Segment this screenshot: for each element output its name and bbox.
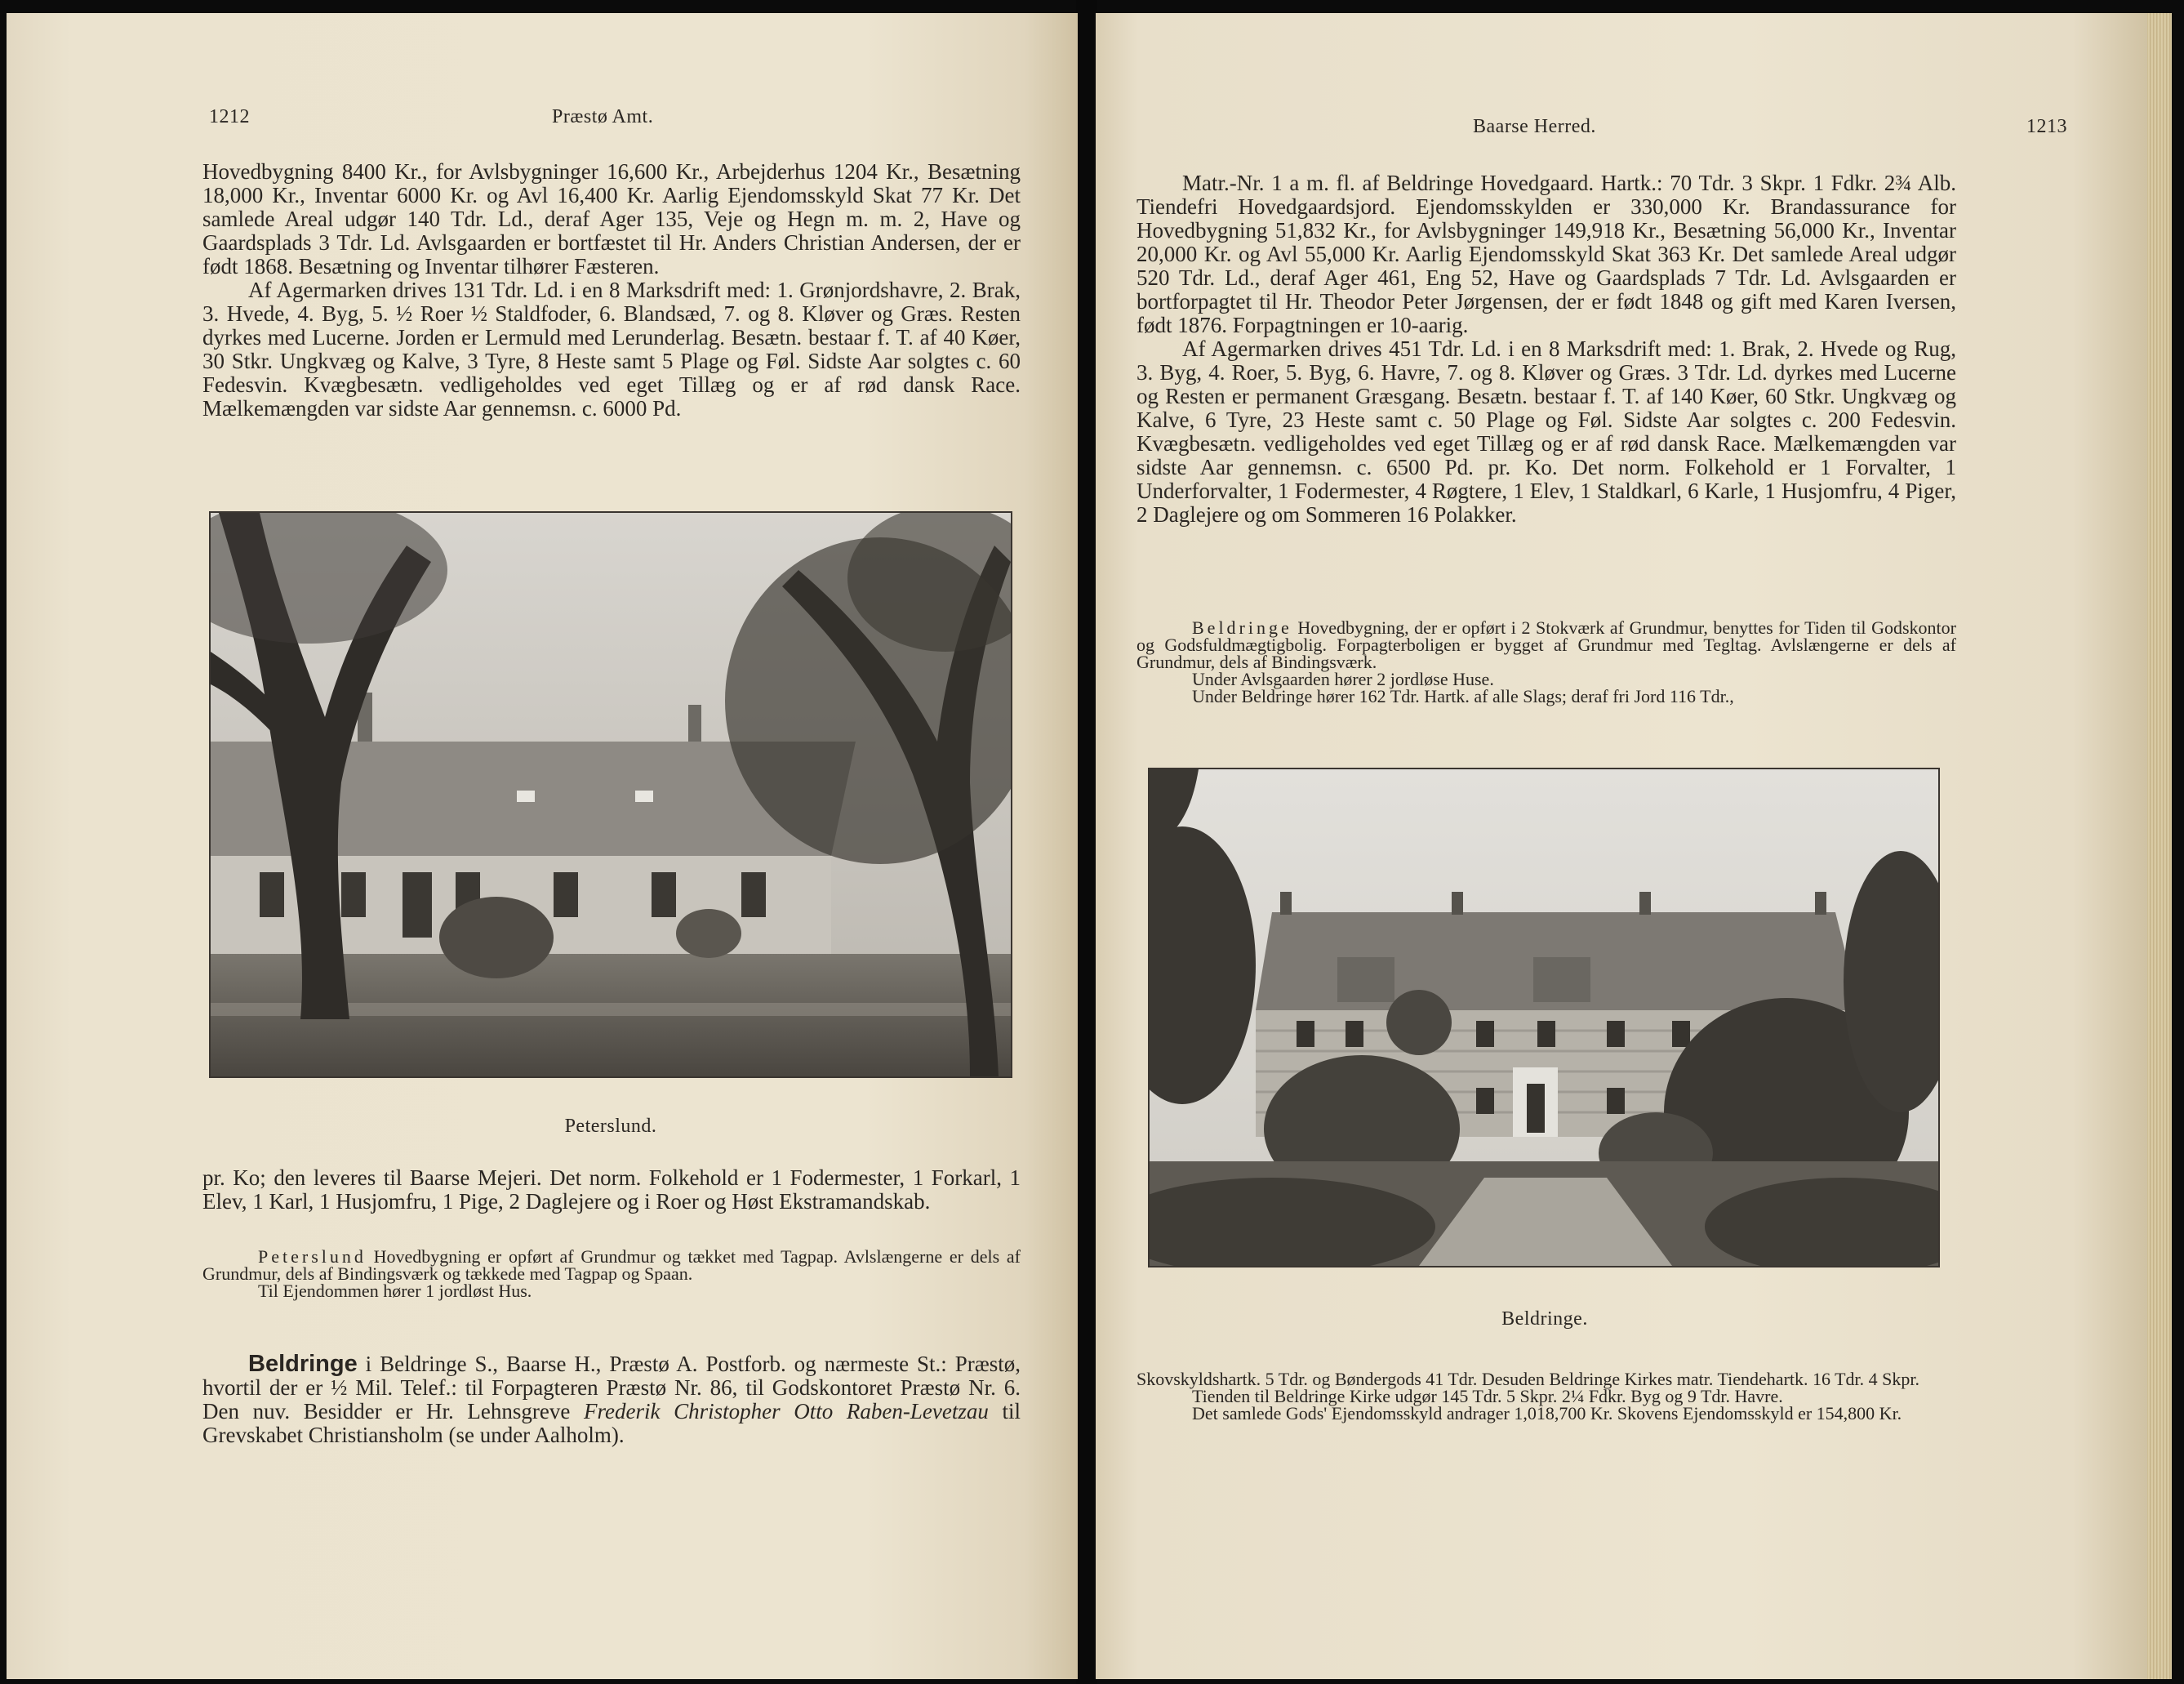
- small-print: [1136, 619, 1956, 705]
- paragraph: Peterslund Hovedbygning er opført af Grundmur og tækket med Tagpap. Avlslængerne er dels af Grundmur, dels af Bindingsværk og tækkede med Tagpap og Spaan.: [202, 1246, 1021, 1284]
- photo-caption: Peterslund.: [564, 1116, 657, 1137]
- beldringe-photo: [1148, 768, 1940, 1267]
- running-title: Baarse Herred.: [1473, 116, 1596, 137]
- top-text: [1136, 172, 1956, 527]
- beldringe-entry: [202, 1352, 1021, 1447]
- running-title: Præstø Amt.: [552, 106, 654, 127]
- bottom-text: [1136, 1370, 1956, 1422]
- peterslund-photo: [209, 511, 1012, 1078]
- after-photo-text: [202, 1166, 1021, 1214]
- owner-name: Frederik Christopher Otto Raben-Levetzau: [584, 1399, 989, 1423]
- paragraph: Af Agermarken drives 451 Tdr. Ld. i en 8 Marksdrift med: 1. Brak, 2. Hvede og Rug, 3. Byg, 4. Roer, 5. Byg, 6. Havre, 7. og 8. Kløver og Græs. 3 Tdr. Ld. dyrkes med Lucerne og Resten er permanent Græsgang. Besætn. bestaar f. T. af 140 Køer, 60 Stkr. Ungkvæg og Kalve, 6 Tyre, 23 Heste samt c. 50 Plage og Føl. Sidste Aar solgtes c. 200 Fedesvin. Kvægbesætn. vedligeholdes ved eget Tillæg og er af rød dansk Race. Mælkemængden var sidste Aar gennemsn. c. 6500 Pd. pr. Ko. Det norm. Folkehold er 1 Forvalter, 1 Underforvalter, 1 Fodermester, 4 Røgtere, 1 Elev, 1 Staldkarl, 6 Karle, 1 Husjomfru, 4 Piger, 2 Daglejere og om Sommeren 16 Polakker.: [1136, 336, 1956, 527]
- small-print: [202, 1248, 1021, 1299]
- paragraph: Af Agermarken drives 131 Tdr. Ld. i en 8 Marksdrift med: 1. Grønjordshavre, 2. Brak, 3. Hvede, 4. Byg, 5. ½ Roer ½ Staldfoder, 6. Blandsæd, 7. og 8. Kløver og Græs. Resten dyrkes med Lucerne. Jorden er Lermuld med Lerunderlag. Besætn. bestaar f. T. af 40 Køer, 30 Stkr. Ungkvæg og Kalve, 3 Tyre, 8 Heste samt 5 Plage og Føl. Sidste Aar solgtes c. 60 Fedesvin. Kvægbesætn. vedligeholdes ved eget Tillæg og er af rød dansk Race. Mælkemængden var sidste Aar gennemsn. c. 6000 Pd.: [202, 278, 1021, 421]
- left-page: [7, 13, 1078, 1679]
- paragraph: Beldringe i Beldringe S., Baarse H., Præstø A. Postforb. og nærmeste St.: Præstø, hvortil der er ½ Mil. Telef.: til Forpagteren Præstø Nr. 86, til Godskontoret Præstø Nr. 6. Den nuv. Besidder er Hr. Lehnsgreve Frederik Christopher Otto Raben-Levetzau til Grevskabet Christiansholm (se under Aalholm).: [202, 1351, 1021, 1447]
- paragraph: Matr.-Nr. 1 a m. fl. af Beldringe Hovedgaard. Hartk.: 70 Tdr. 3 Skpr. 1 Fdkr. 2¾ Alb. Tiendefri Hovedgaardsjord. Ejendomsskylden er 330,000 Kr. Brandassurance for Hovedbygning 51,832 Kr., for Avlsbygninger 149,918 Kr., Besætning 56,000 Kr., Inventar 20,000 Kr. og Avl 55,000 Kr. Aarlig Ejendomsskyld Skat 363 Kr. Det samlede Areal udgør 520 Tdr. Ld., deraf Ager 461, Eng 52, Have og Gaardsplads 7 Tdr. Ld. Avlsgaarden er bortforpagtet til Hr. Theodor Peter Jørgensen, der er født 1848 og gift med Karen Iversen, født 1876. Forpagtningen er 10-aarig.: [1136, 171, 1956, 337]
- paragraph: Tienden til Beldringe Kirke udgør 145 Tdr. 5 Skpr. 2¼ Fdkr. Byg og 9 Tdr. Havre.: [1192, 1386, 1783, 1406]
- paragraph: Under Beldringe hører 162 Tdr. Hartk. af alle Slags; deraf fri Jord 116 Tdr.,: [1192, 686, 1734, 706]
- paragraph: pr. Ko; den leveres til Baarse Mejeri. Det norm. Folkehold er 1 Fodermester, 1 Forkarl, 1 Elev, 1 Karl, 1 Husjomfru, 1 Pige, 2 Daglejere og i Roer og Høst Ekstramandskab.: [202, 1165, 1021, 1214]
- lead-word: Peterslund: [258, 1246, 367, 1267]
- photo-caption: Beldringe.: [1501, 1308, 1588, 1330]
- paragraph: Til Ejendommen hører 1 jordløst Hus.: [258, 1281, 532, 1301]
- page-number: 1213: [2026, 116, 2067, 137]
- entry-heading: Beldringe: [248, 1351, 358, 1377]
- paragraph: Beldringe Hovedbygning, der er opført i 2 Stokværk af Grundmur, benyttes for Tiden til Godskontor og Godsfuldmægtigbolig. Forpagterboligen er bygget af Grundmur med Tegltag. Avlslængerne er dels af Grundmur, dels af Bindingsværk.: [1136, 617, 1956, 672]
- paragraph: Under Avlsgaarden hører 2 jordløse Huse.: [1192, 669, 1494, 689]
- right-page: [1096, 13, 2157, 1679]
- paragraph: Skovskyldshartk. 5 Tdr. og Bøndergods 41 Tdr. Desuden Beldringe Kirkes matr. Tiendehartk. 16 Tdr. 4 Skpr.: [1136, 1369, 1920, 1389]
- paragraph: Det samlede Gods' Ejendomsskyld andrager 1,018,700 Kr. Skovens Ejendomsskyld er 154,800 Kr.: [1192, 1403, 1902, 1423]
- lead-word: Beldringe: [1192, 617, 1292, 638]
- page-edges: [2147, 13, 2172, 1679]
- page-number: 1212: [209, 106, 250, 127]
- book-spine: [1076, 0, 1097, 1684]
- paragraph: Hovedbygning 8400 Kr., for Avlsbygninger 16,600 Kr., Arbejderhus 1204 Kr., Besætning 18,000 Kr., Inventar 6000 Kr. og Avl 16,400 Kr. Aarlig Ejendomsskyld Skat 77 Kr. Det samlede Areal udgør 140 Tdr. Ld., deraf Ager 135, Veje og Hegn m. m. 2, Have og Gaardsplads 3 Tdr. Ld. Avlsgaarden er bortfæstet til Hr. Anders Christian Andersen, der er født 1868. Besætning og Inventar tilhører Fæsteren.: [202, 159, 1021, 278]
- top-text: [202, 160, 1021, 421]
